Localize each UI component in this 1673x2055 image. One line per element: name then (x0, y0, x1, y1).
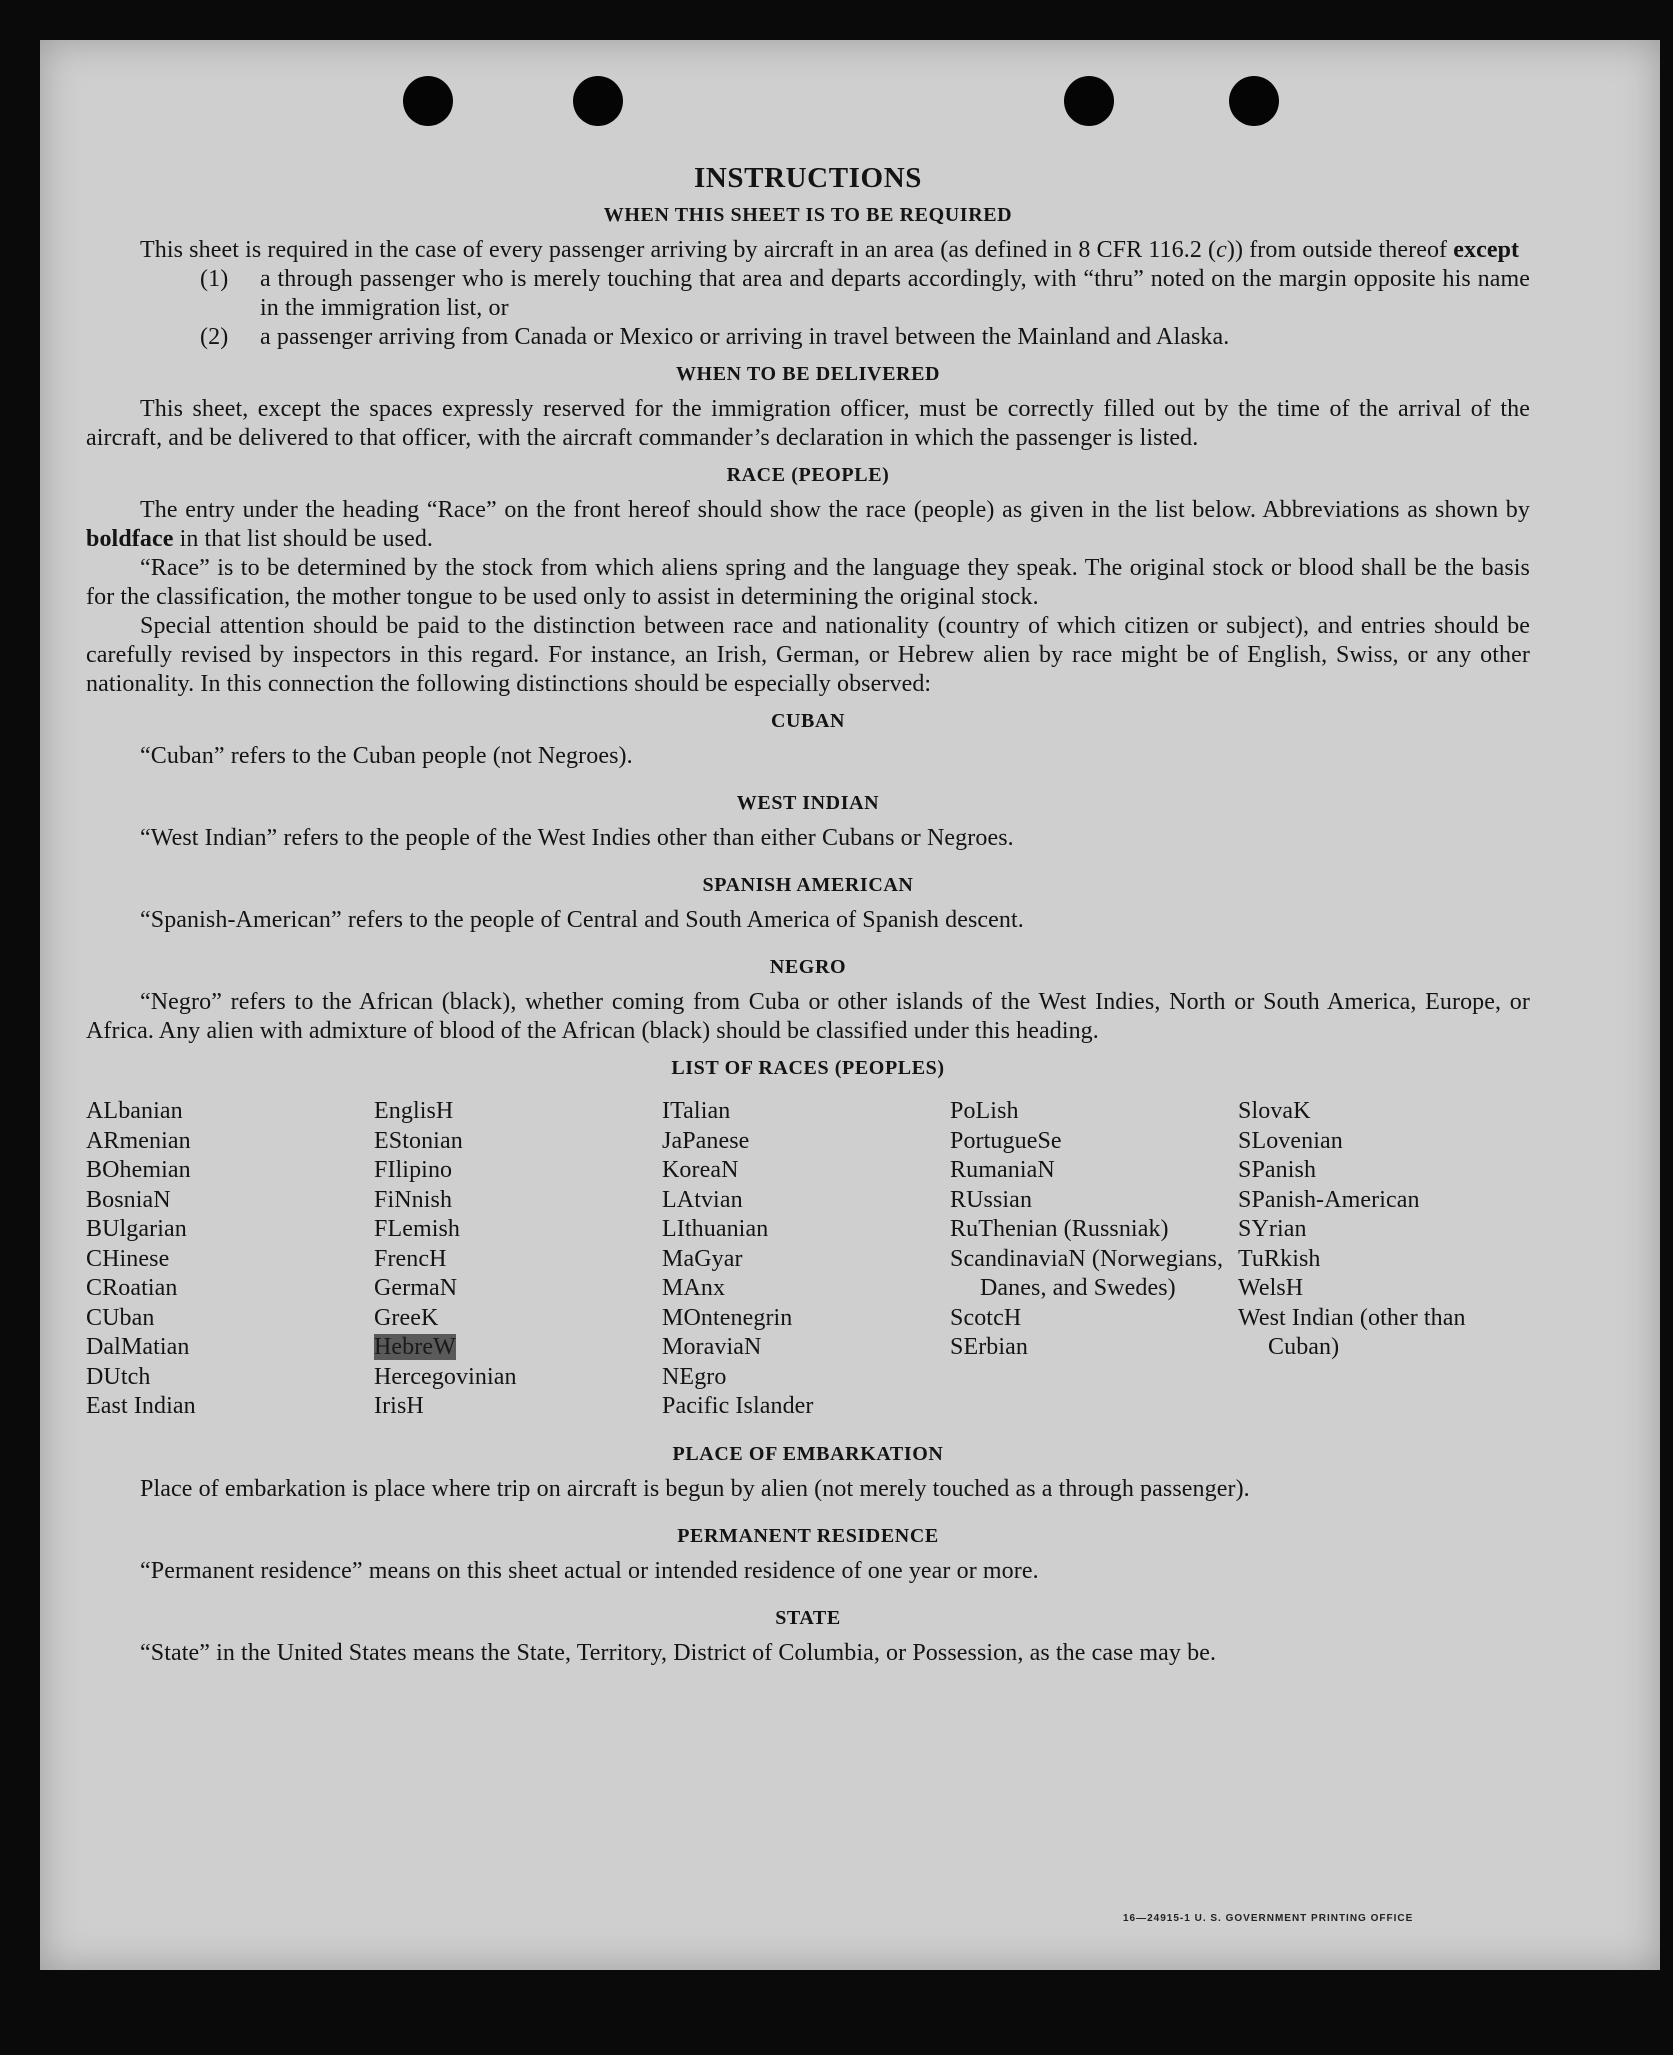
race-entry: BOhemian (86, 1157, 191, 1183)
race-entry: West Indian (other than Cuban) (1238, 1304, 1466, 1360)
race-entry: PoLish (950, 1098, 1019, 1124)
race-entry: BUlgarian (86, 1216, 187, 1242)
race-entry: SYrian (1238, 1216, 1307, 1242)
race-entry: RuThenian (Russniak) (950, 1216, 1169, 1242)
race-entry: MAnx (662, 1275, 726, 1301)
section-heading-spanish-american: SPANISH AMERICAN (702, 874, 914, 896)
race-entry: MaGyar (662, 1245, 743, 1272)
race-paragraph-2: “Race” is to be determined by the stock from which aliens spring and the language they speak. The original stock or blood shall be the basis for the classification, the mother tongue to be used only to assist in determining the original stock. (86, 555, 1530, 610)
race-entry: KoreaN (662, 1157, 739, 1183)
race-entry: SlovaK (1238, 1098, 1311, 1124)
bold-text: boldface (86, 526, 174, 552)
race-entry: FIlipino (374, 1157, 453, 1183)
west-indian-text: “West Indian” refers to the people of the West Indies other than either Cubans or Negroes. (140, 825, 1014, 851)
section-heading-residence: PERMANENT RESIDENCE (677, 1524, 939, 1547)
section-heading-embarkation: PLACE OF EMBARKATION (672, 1442, 944, 1465)
punch-hole (1229, 76, 1279, 126)
race-entry: RumaniaN (950, 1157, 1055, 1183)
printing-office-code: 16—24915-1 U. S. GOVERNMENT PRINTING OFFICE (1123, 1913, 1414, 1924)
text: The entry under the heading “Race” on the front hereof should show the race (people) as given in the list below. Abbreviations as shown by (140, 497, 1530, 523)
bold-text: except (1453, 237, 1520, 263)
race-entry: JaPanese (662, 1127, 750, 1154)
state-text: “State” in the United States means the State, Territory, District of Columbia, or Possession, as the case may be. (140, 1639, 1217, 1666)
text: This sheet is required in the case of every passenger arriving by aircraft in an area (as defined in 8 CFR 116.2 ( (140, 237, 1217, 263)
exception-item-2 (200, 323, 1530, 352)
race-entry: LIthuanian (662, 1216, 769, 1242)
race-entry: FiNnish (374, 1186, 453, 1213)
race-entry: EnglisH (374, 1098, 454, 1124)
race-entry: IrisH (374, 1393, 424, 1419)
italic-text: c (1216, 237, 1227, 263)
race-entry: CRoatian (86, 1275, 178, 1301)
race-entry: Hercegovinian (374, 1363, 517, 1390)
race-entry: EStonian (374, 1127, 463, 1154)
required-intro (86, 236, 1530, 265)
race-entry: CUban (86, 1304, 155, 1331)
struck-text: HebreW (374, 1334, 456, 1360)
race-paragraph-1 (86, 496, 1530, 554)
race-entry: ALbanian (86, 1098, 183, 1124)
punch-hole (1064, 76, 1114, 126)
document-sheet (40, 40, 1660, 1970)
race-entry: PortugueSe (950, 1127, 1062, 1154)
spanish-american-text: “Spanish-American” refers to the people of Central and South America of Spanish descent. (140, 907, 1024, 933)
race-entry-struck (374, 1333, 662, 1363)
race-entry: DUtch (86, 1363, 151, 1390)
race-entry: ITalian (662, 1098, 731, 1124)
delivered-text: This sheet, except the spaces expressly reserved for the immigration officer, must be correctly filled out by the time of the arrival of the aircraft, and be delivered to that officer, with the aircraft commander’s declaration in which the passenger is listed. (86, 396, 1530, 451)
races-column (86, 1097, 374, 1422)
race-entry: East Indian (86, 1393, 196, 1419)
race-entry: FrencH (374, 1245, 447, 1272)
item-number: (2) (200, 324, 229, 350)
punch-hole (573, 76, 623, 126)
races-column (950, 1097, 1238, 1422)
section-heading-state: STATE (775, 1606, 841, 1629)
section-heading-delivered: WHEN TO BE DELIVERED (675, 363, 941, 385)
race-entry: TuRkish (1238, 1245, 1321, 1272)
instructions-body (86, 164, 1530, 1668)
section-heading-required: WHEN THIS SHEET IS TO BE REQUIRED (603, 204, 1013, 226)
races-list (86, 1097, 1530, 1422)
section-heading-list: LIST OF RACES (PEOPLES) (671, 1057, 945, 1079)
race-entry: Pacific Islander (662, 1393, 814, 1419)
race-entry: SPanish-American (1238, 1186, 1420, 1213)
race-paragraph-3: Special attention should be paid to the distinction between race and nationality (country of which citizen or subject), and entries should be carefully revised by inspectors in this regard. For instance, an Irish, German, or Hebrew alien by race might be of English, Swiss, or any other nationality. In this connection the following distinctions should be especially observed: (86, 613, 1530, 697)
page-title: INSTRUCTIONS (694, 162, 922, 194)
residence-text: “Permanent residence” means on this sheet actual or intended residence of one year or more. (140, 1557, 1039, 1584)
punch-hole (403, 76, 453, 126)
item-text: a passenger arriving from Canada or Mexico or arriving in travel between the Mainland and Alaska. (260, 324, 1230, 350)
embarkation-text: Place of embarkation is place where trip on aircraft is begun by alien (not merely touched as a through passenger). (140, 1475, 1250, 1502)
race-entry: MoraviaN (662, 1334, 762, 1360)
race-entry: ARmenian (86, 1127, 191, 1154)
races-column (662, 1097, 950, 1422)
exception-item-1 (200, 265, 1530, 323)
race-entry: MOntenegrin (662, 1304, 793, 1331)
race-entry: RUssian (950, 1186, 1033, 1213)
races-column (1238, 1097, 1530, 1422)
race-entry: CHinese (86, 1245, 170, 1272)
cuban-text: “Cuban” refers to the Cuban people (not Negroes). (140, 743, 633, 769)
race-entry: FLemish (374, 1216, 461, 1242)
race-entry: WelsH (1238, 1275, 1304, 1301)
race-entry: ScotcH (950, 1304, 1022, 1331)
negro-text: “Negro” refers to the African (black), whether coming from Cuba or other islands of the West Indies, North or South America, Europe, or Africa. Any alien with admixture of blood of the African (black) should be classified under this heading. (86, 989, 1530, 1044)
race-entry: GreeK (374, 1304, 439, 1331)
race-entry: SErbian (950, 1334, 1029, 1360)
race-entry: ScandinaviaN (Norwegians, Danes, and Swedes) (950, 1245, 1224, 1301)
race-entry: DalMatian (86, 1334, 190, 1360)
section-heading-cuban: CUBAN (770, 710, 846, 732)
section-heading-west-indian: WEST INDIAN (736, 792, 880, 814)
section-heading-race: RACE (PEOPLE) (726, 464, 890, 486)
item-text: a through passenger who is merely touching that area and departs accordingly, with “thru” noted on the margin opposite his name in the immigration list, or (260, 266, 1530, 321)
race-entry: NEgro (662, 1363, 727, 1390)
race-entry: LAtvian (662, 1186, 743, 1213)
text: in that list should be used. (173, 526, 434, 552)
section-heading-negro: NEGRO (769, 956, 847, 978)
races-column (374, 1097, 662, 1422)
race-entry: SPanish (1238, 1157, 1317, 1183)
text: )) from outside thereof (1226, 237, 1454, 263)
race-entry: BosniaN (86, 1186, 171, 1213)
race-entry: GermaN (374, 1275, 458, 1301)
item-number: (1) (200, 266, 229, 292)
race-entry: SLovenian (1238, 1127, 1343, 1154)
